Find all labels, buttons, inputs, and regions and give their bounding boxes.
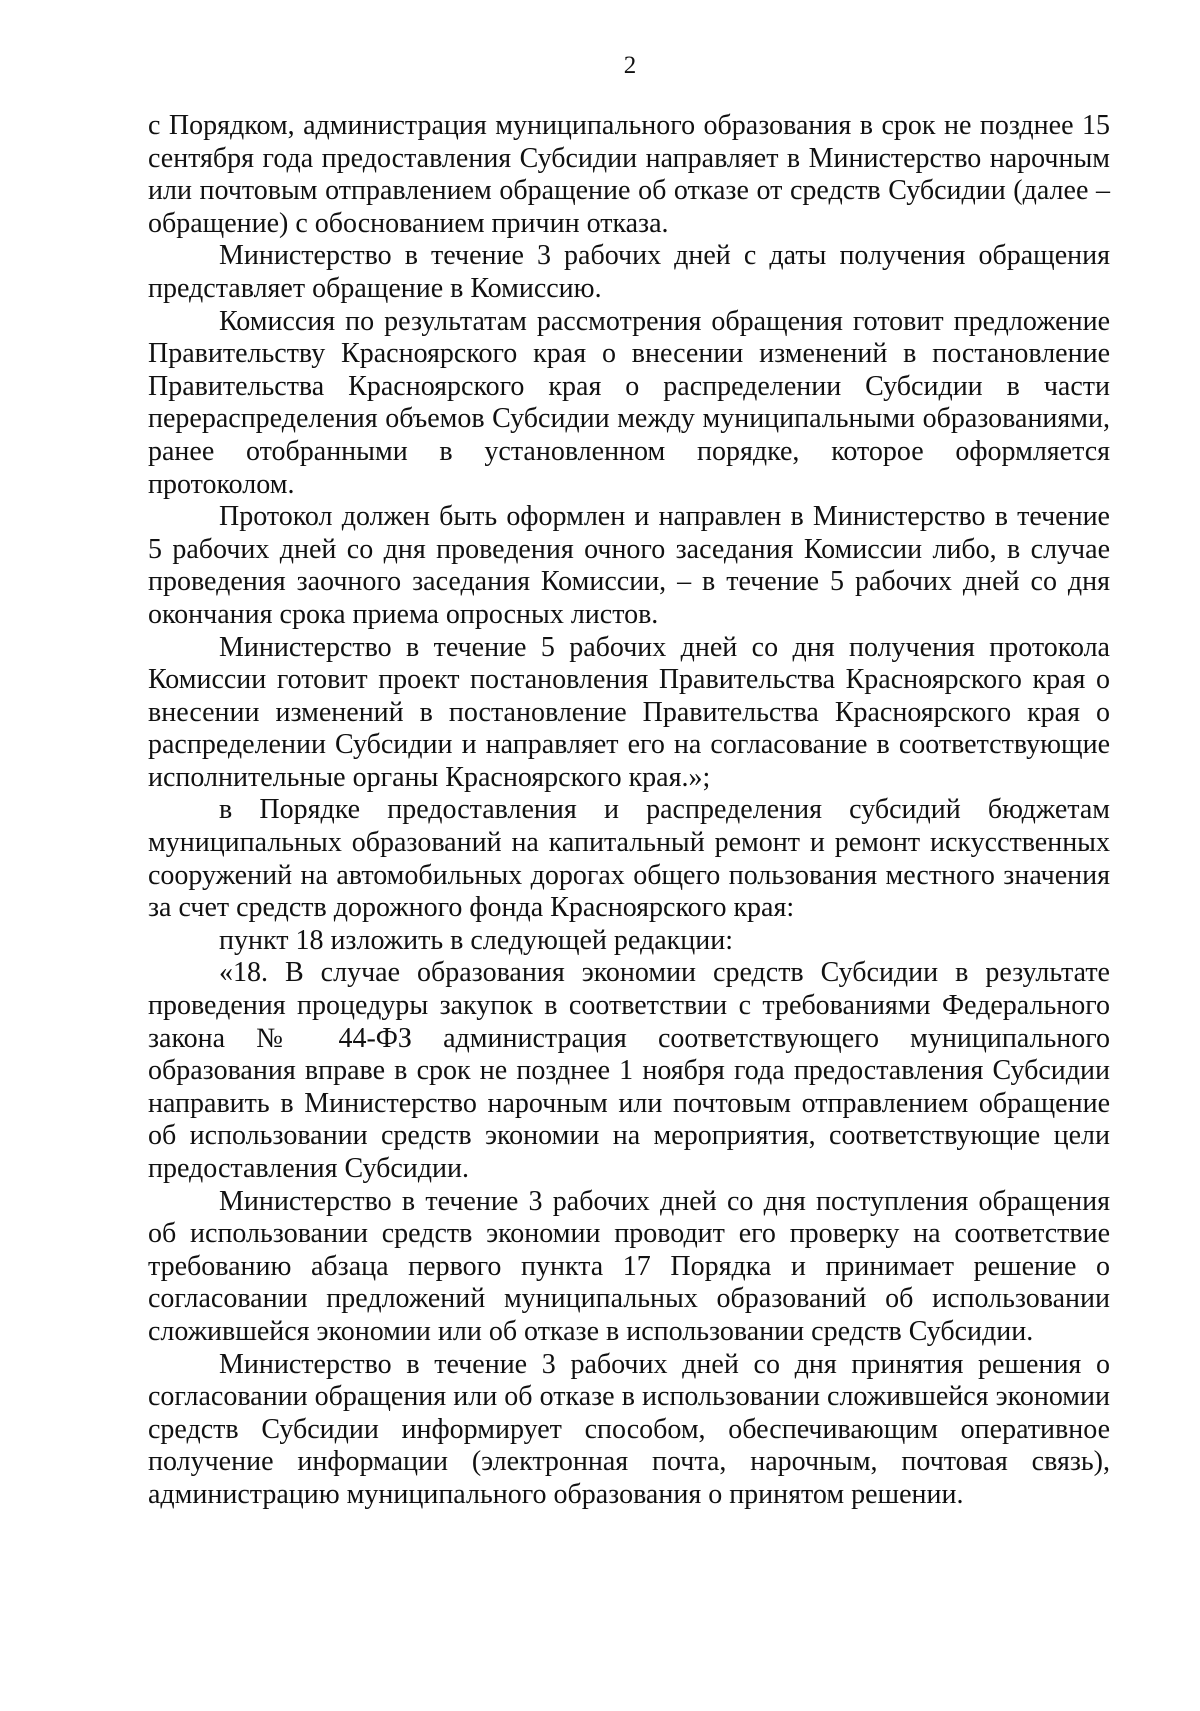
paragraph: Министерство в течение 3 рабочих дней со дня поступления обращения об использовании средств экономии проводит его проверку на соответствие требованию абзаца первого пункта 17 Порядка и принимает решение о согласовании предложений муниципальных образований об использовании сложившейся экономии или об отказе в использовании средств Субсидии. (148, 1185, 1110, 1347)
paragraph: с Порядком, администрация муниципального образования в срок не позднее 15 сентября года предоставления Субсидии направляет в Министерство нарочным или почтовым отправлением обращение об отказе от средств Субсидии (далее – обращение) с обоснованием причин отказа. (148, 110, 1110, 239)
paragraph: пункт 18 изложить в следующей редакции: (219, 924, 733, 956)
paragraph: Министерство в течение 5 рабочих дней со дня получения протокола Комиссии готовит проект постановления Правительства Красноярского края о внесении изменений в постановление Правительства Красноярского края о распределении Субсидии и направляет его на согласование в соответствующие исполнительные органы Красноярского края.»; (148, 631, 1110, 793)
paragraph: Министерство в течение 3 рабочих дней со дня принятия решения о согласовании обращения или об отказе в использовании сложившейся экономии средств Субсидии информирует способом, обеспечивающим оперативное получение информации (электронная почта, нарочным, почтовая связь), администрацию муниципального образования о принятом решении. (148, 1348, 1110, 1510)
paragraph: в Порядке предоставления и распределения субсидий бюджетам муниципальных образований на капитальный ремонт и ремонт искусственных сооружений на автомобильных дорогах общего пользования местного значения за счет средств дорожного фонда Красноярского края: (148, 794, 1110, 924)
paragraph: Комиссия по результатам рассмотрения обращения готовит предложение Правительству Красноярского края о внесении изменений в постановление Правительства Красноярского края о распределении Субсидии в части перераспределения объемов Субсидии между муниципальными образованиями, ранее отобранными в установленном порядке, которое оформляется протоколом. (148, 305, 1110, 500)
document-body (148, 110, 1110, 1512)
paragraph: «18. В случае образования экономии средств Субсидии в результате проведения процедуры закупок в соответствии с требованиями Федерального закона № 44-ФЗ администрация соответствующего муниципального образования вправе в срок не позднее 1 ноября года предоставления Субсидии направить в Министерство нарочным или почтовым отправлением обращение об использовании средств экономии на мероприятия, соответствующие цели предоставления Субсидии. (148, 957, 1110, 1184)
paragraph: Протокол должен быть оформлен и направлен в Министерство в течение 5 рабочих дней со дня проведения очного заседания Комиссии либо, в случае проведения заочного заседания Комиссии, – в течение 5 рабочих дней со дня окончания срока приема опросных листов. (148, 501, 1110, 630)
paragraph: Министерство в течение 3 рабочих дней с даты получения обращения представляет обращение в Комиссию. (148, 240, 1110, 304)
page-number: 2 (623, 52, 637, 79)
